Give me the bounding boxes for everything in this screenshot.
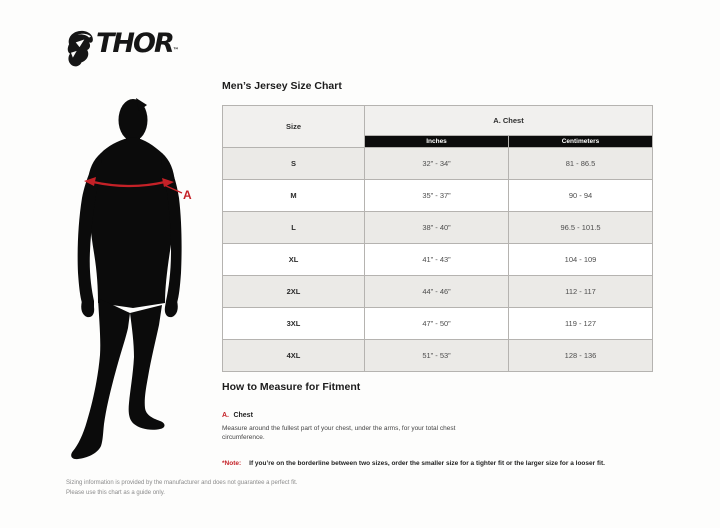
size-cell: L <box>223 212 365 244</box>
male-silhouette-figure <box>64 92 198 470</box>
thor-wordmark-text: THOR <box>96 28 173 59</box>
measure-item-name: Chest <box>233 412 253 419</box>
column-header-size: Size <box>223 106 365 148</box>
centimeters-cell: 112 - 117 <box>509 276 653 308</box>
measure-item-title <box>222 404 472 422</box>
fit-note <box>222 460 605 467</box>
thor-goat-icon <box>66 29 95 69</box>
thor-wordmark <box>96 26 179 69</box>
table-row <box>223 276 653 308</box>
inches-cell: 47” - 50” <box>365 308 509 340</box>
disclaimer <box>66 479 297 498</box>
column-header-centimeters: Centimeters <box>509 136 653 148</box>
inches-cell: 32” - 34” <box>365 148 509 180</box>
measure-item-key: A. <box>222 412 229 419</box>
table-row <box>223 308 653 340</box>
chest-arrow-label: A <box>183 188 192 202</box>
inches-cell: 35” - 37” <box>365 180 509 212</box>
table-row <box>223 180 653 212</box>
inches-cell: 38” - 40” <box>365 212 509 244</box>
centimeters-cell: 81 - 86.5 <box>509 148 653 180</box>
fit-note-text: If you’re on the borderline between two sizes, order the smaller size for a tighter fit or the larger size for a looser fit. <box>249 460 605 467</box>
size-cell: XL <box>223 244 365 276</box>
table-row <box>223 340 653 372</box>
centimeters-cell: 90 - 94 <box>509 180 653 212</box>
centimeters-cell: 96.5 - 101.5 <box>509 212 653 244</box>
size-cell: 4XL <box>223 340 365 372</box>
disclaimer-line2: Please use this chart as a guide only. <box>66 489 165 496</box>
measure-item-chest <box>222 404 472 443</box>
measure-heading: How to Measure for Fitment <box>222 381 361 393</box>
size-cell: 3XL <box>223 308 365 340</box>
size-chart-table <box>222 105 653 372</box>
male-silhouette <box>71 98 181 459</box>
table-row <box>223 148 653 180</box>
inches-cell: 44” - 46” <box>365 276 509 308</box>
size-cell: M <box>223 180 365 212</box>
table-row <box>223 212 653 244</box>
measure-item-description: Measure around the fullest part of your chest, under the arms, for your total chest circumference. <box>222 425 456 442</box>
disclaimer-line1: Sizing information is provided by the manufacturer and does not guarantee a perfect fit. <box>66 480 298 486</box>
centimeters-cell: 104 - 109 <box>509 244 653 276</box>
fit-note-label: *Note: <box>222 460 242 467</box>
centimeters-cell: 128 - 136 <box>509 340 653 372</box>
column-header-inches: Inches <box>365 136 509 148</box>
size-cell: 2XL <box>223 276 365 308</box>
size-cell: S <box>223 148 365 180</box>
trademark-symbol: ™ <box>172 47 179 54</box>
column-header-chest: A. Chest <box>365 106 653 136</box>
thor-logo <box>66 26 179 69</box>
page-title: Men’s Jersey Size Chart <box>222 80 342 92</box>
inches-cell: 41” - 43” <box>365 244 509 276</box>
centimeters-cell: 119 - 127 <box>509 308 653 340</box>
table-row <box>223 244 653 276</box>
inches-cell: 51” - 53” <box>365 340 509 372</box>
